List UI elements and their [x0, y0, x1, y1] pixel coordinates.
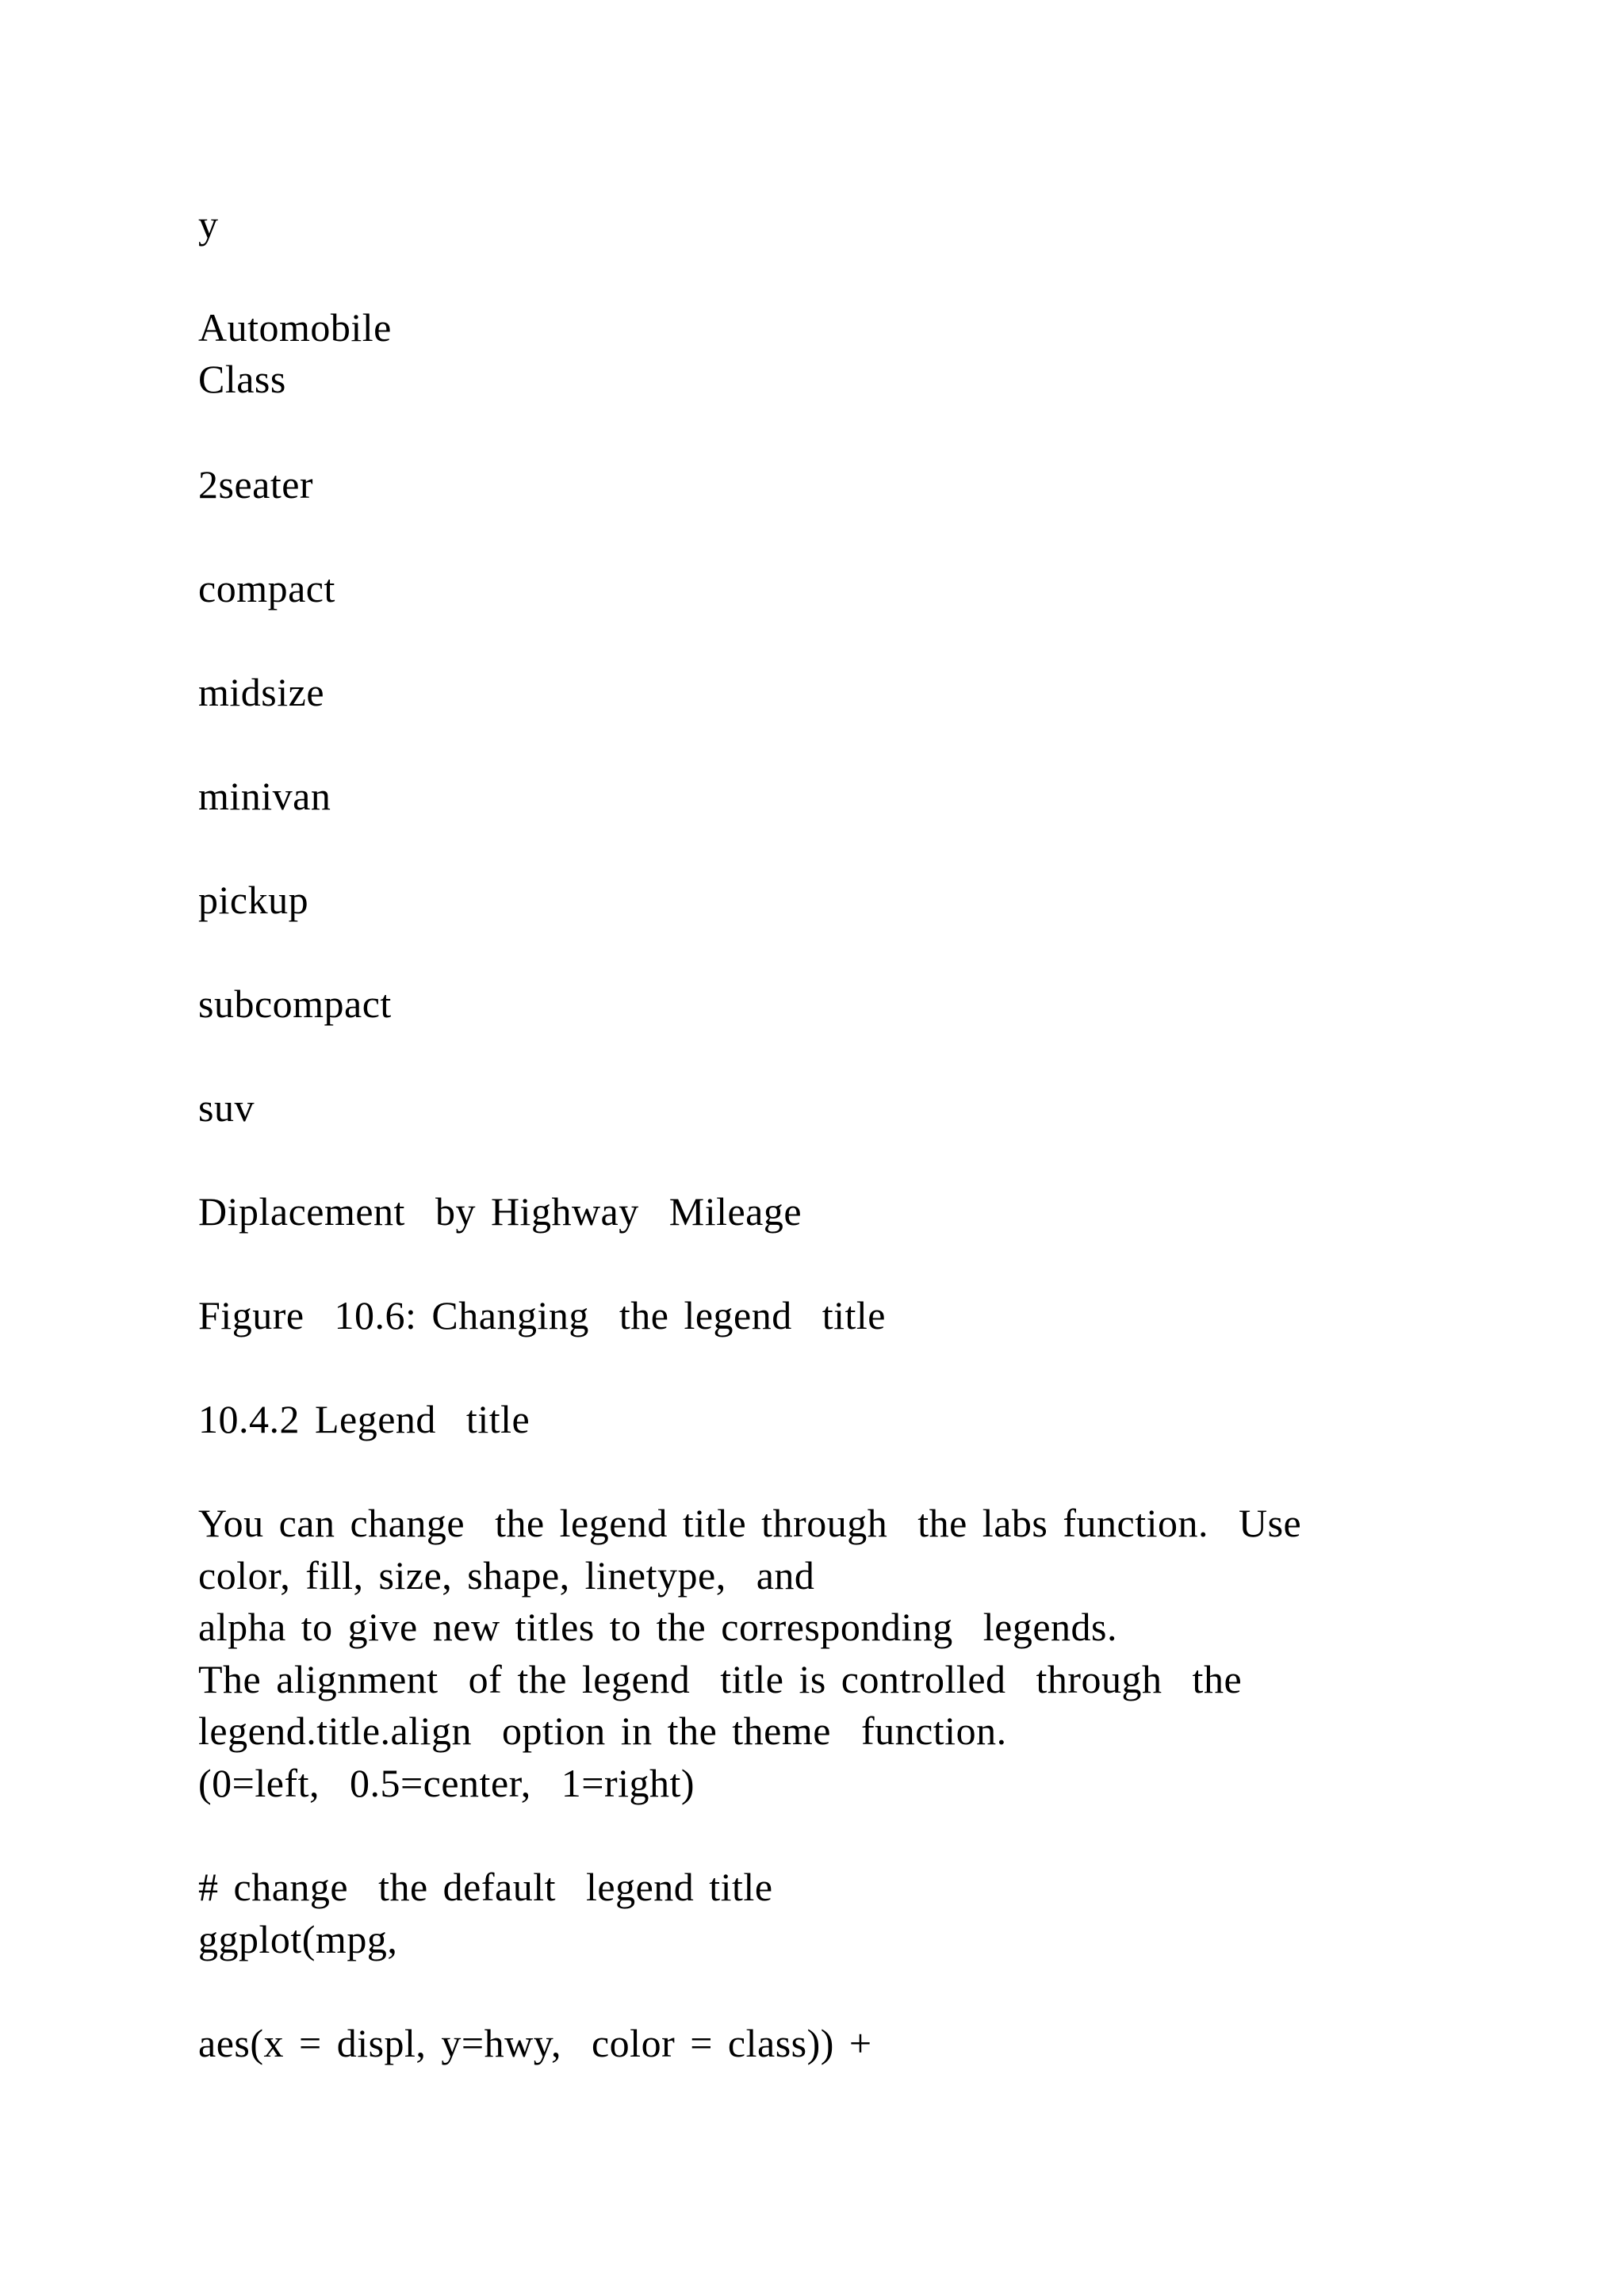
code-line-2: aes(x = displ, y=hwy, color = class)) + [198, 2021, 872, 2065]
section-heading: 10.4.2 Legend title [198, 1397, 530, 1441]
legend-item-suv: suv [198, 1085, 255, 1130]
legend-title-line-2: Class [198, 357, 286, 401]
code-comment: # change the default legend title [198, 1865, 773, 1909]
legend-item-midsize: midsize [198, 670, 325, 714]
legend-item-subcompact: subcompact [198, 982, 392, 1026]
paragraph-line-2: color, fill, size, shape, linetype, and [198, 1553, 815, 1598]
legend-item-pickup: pickup [198, 878, 309, 922]
paragraph-line-4: The alignment of the legend title is controlled through the [198, 1657, 1243, 1701]
legend-item-minivan: minivan [198, 774, 331, 818]
paragraph-line-3: alpha to give new titles to the corresponding legends. [198, 1605, 1118, 1649]
figure-caption: Figure 10.6: Changing the legend title [198, 1293, 886, 1337]
code-line-1: ggplot(mpg, [198, 1917, 398, 1961]
paragraph-line-5: legend.title.align option in the theme function. [198, 1709, 1007, 1753]
legend-item-2seater: 2seater [198, 462, 314, 507]
plot-title: Diplacement by Highway Mileage [198, 1189, 802, 1234]
legend-item-compact: compact [198, 566, 335, 610]
paragraph-line-1: You can change the legend title through the labs function. Use [198, 1501, 1302, 1545]
paragraph-line-6: (0=left, 0.5=center, 1=right) [198, 1761, 695, 1805]
plot-y-axis-label: y [198, 202, 219, 247]
legend-title-line-1: Automobile [198, 305, 392, 350]
